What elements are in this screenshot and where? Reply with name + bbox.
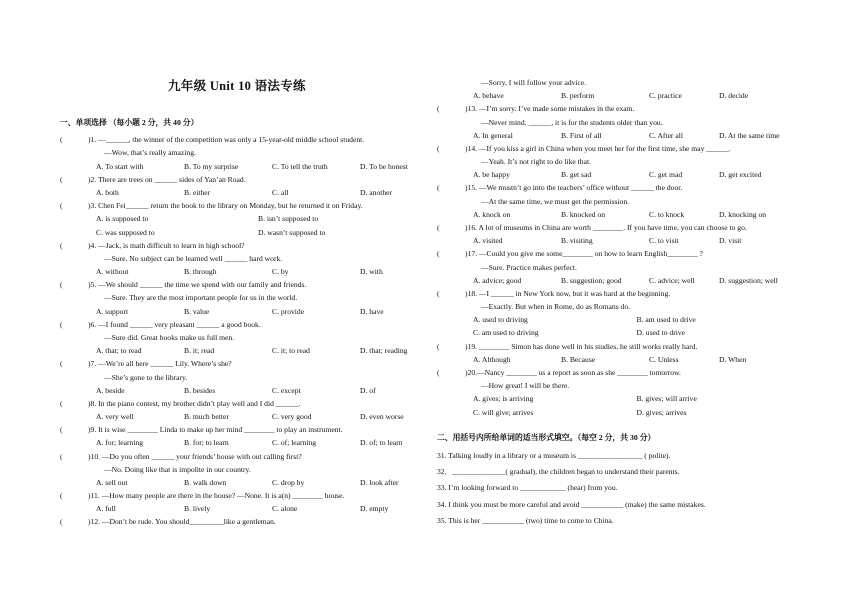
- option-b[interactable]: B. am used to drive: [636, 315, 696, 325]
- option-a[interactable]: A. very well: [96, 412, 134, 422]
- question-text: )15. —We mustn’t go into the teachers’ office without ______ the door.: [465, 183, 683, 193]
- option-row: [437, 326, 800, 339]
- option-d[interactable]: D. wasn’t supposed to: [258, 227, 326, 237]
- question-q13: [437, 102, 800, 142]
- option-b[interactable]: B. walk down: [184, 477, 227, 487]
- section-heading-fill: 二、用括号内所给单词的适当形式填空。（每空 2 分，共 30 分）: [437, 432, 656, 442]
- option-b[interactable]: B. Because: [561, 354, 596, 364]
- option-a[interactable]: A. used to driving: [473, 315, 528, 325]
- option-c[interactable]: C. After all: [649, 130, 683, 140]
- option-b[interactable]: B. To my surprise: [184, 161, 239, 171]
- dialogue-line: —Sure. They are the most important people for us in the world.: [104, 293, 298, 303]
- option-row: [437, 89, 800, 102]
- answer-paren[interactable]: (: [60, 398, 63, 408]
- question-text: )7. —We’re all here ______ Lily. Where’s she?: [88, 359, 232, 369]
- option-row: [437, 129, 800, 142]
- answer-paren[interactable]: (: [437, 249, 440, 259]
- option-d[interactable]: D. visit: [719, 236, 742, 246]
- question-q7: [60, 357, 420, 397]
- option-c[interactable]: C. to visit: [649, 236, 679, 246]
- fill-blank-item: 35. This is her ___________ (two) time to come to China.: [437, 515, 614, 525]
- option-d[interactable]: D. of: [360, 385, 376, 395]
- question-text: )9. It is wise ________ Linda to make up her mind ________ to play an instrument.: [88, 425, 343, 435]
- option-c[interactable]: C. it; to read: [272, 346, 310, 356]
- option-c[interactable]: C. by: [272, 267, 289, 277]
- option-b[interactable]: B. through: [184, 267, 217, 277]
- option-c[interactable]: C. drop by: [272, 477, 305, 487]
- answer-paren[interactable]: (: [60, 135, 63, 145]
- question-text: )12. —Don’t be rude. You should_________like a gentleman.: [88, 517, 276, 527]
- question-q16: [437, 221, 800, 247]
- question-q8: [60, 397, 420, 423]
- fill-blank-item: 34. I think you must be more careful and avoid ___________ (make) the same mistakes.: [437, 499, 706, 509]
- page-title: 九年级 Unit 10 语法专练: [168, 79, 306, 93]
- question-q1: [60, 133, 420, 173]
- option-a[interactable]: A. In general: [473, 130, 513, 140]
- right-column: [437, 76, 800, 529]
- dialogue-line: —Sure did. Great books make us full men.: [104, 333, 235, 342]
- option-b[interactable]: B. value: [184, 306, 210, 316]
- option-d[interactable]: D. even worse: [360, 412, 404, 422]
- answer-paren[interactable]: (: [437, 143, 440, 153]
- answer-paren[interactable]: (: [60, 517, 63, 527]
- question-text: )13. —I’m sorry. I’ve made some mistakes in the exam.: [465, 104, 635, 114]
- option-b[interactable]: B. get sad: [561, 170, 592, 180]
- question-q12b: [437, 76, 800, 102]
- option-a[interactable]: A. is supposed to: [96, 214, 149, 224]
- option-b[interactable]: B. isn’t supposed to: [258, 214, 319, 224]
- option-row: [60, 344, 420, 357]
- option-row: [60, 305, 420, 318]
- dialogue-line: —Wow, that’s really amazing.: [104, 148, 196, 158]
- answer-paren[interactable]: (: [437, 368, 440, 378]
- answer-paren[interactable]: (: [60, 201, 63, 211]
- option-c[interactable]: C. provide: [272, 306, 305, 316]
- option-row: [60, 265, 420, 278]
- option-row: [60, 476, 420, 489]
- question-text: )4. —Jack, is math difficult to learn in high school?: [88, 240, 245, 250]
- option-row: [437, 353, 800, 366]
- option-a[interactable]: A. visited: [473, 236, 503, 246]
- option-d[interactable]: D. knocking on: [719, 209, 767, 219]
- option-c[interactable]: C. except: [272, 385, 301, 395]
- answer-paren[interactable]: (: [60, 451, 63, 461]
- option-a[interactable]: A. that; to read: [96, 346, 142, 356]
- option-d[interactable]: D. look after: [360, 477, 399, 487]
- option-a[interactable]: A. Although: [473, 354, 511, 364]
- answer-paren[interactable]: (: [60, 174, 63, 184]
- option-b[interactable]: B. gives; will arrive: [636, 394, 697, 404]
- option-b[interactable]: B. suggestion; good: [561, 275, 622, 285]
- question-text: )1. —______, the winner of the competition was only a 15-year-old middle school student.: [88, 135, 365, 145]
- option-d[interactable]: D. another: [360, 187, 393, 197]
- question-q11: [60, 489, 420, 515]
- answer-paren[interactable]: (: [437, 222, 440, 232]
- option-row: [437, 208, 800, 221]
- dialogue-line: —Sorry, I will follow your advice.: [481, 78, 587, 87]
- option-row: [437, 313, 800, 326]
- question-text: )19. ________ Simon has done well in his studies, he still works really hard.: [465, 341, 698, 351]
- dialogue-line: —How great! I will be there.: [481, 381, 570, 391]
- option-row: [437, 406, 800, 419]
- question-text: )5. —We should ______ the time we spend with our family and friends.: [88, 280, 307, 290]
- option-row: [437, 234, 800, 247]
- option-b[interactable]: B. visiting: [561, 236, 593, 246]
- option-row: [60, 410, 420, 423]
- option-b[interactable]: B. besides: [184, 385, 216, 395]
- answer-paren[interactable]: (: [60, 425, 63, 435]
- question-q3: [60, 199, 420, 239]
- option-a[interactable]: A. beside: [96, 385, 125, 395]
- option-row: [60, 186, 420, 199]
- question-text: )20.—Nancy ________ us a report as soon as she ________ tomorrow.: [465, 368, 681, 378]
- option-a[interactable]: A. for; learning: [96, 438, 144, 448]
- answer-paren[interactable]: (: [60, 240, 63, 250]
- option-row: [437, 274, 800, 287]
- option-row: [60, 160, 420, 173]
- option-d[interactable]: D. of; to learn: [360, 438, 403, 448]
- option-d[interactable]: D. decide: [719, 91, 749, 101]
- answer-paren[interactable]: (: [437, 341, 440, 351]
- option-a[interactable]: A. without: [96, 267, 129, 277]
- option-c[interactable]: C. Unless: [649, 354, 679, 364]
- question-text: )6. —I found ______ very pleasant ______ a good book.: [88, 319, 261, 329]
- dialogue-line: —Exactly. But when in Rome, do as Romans do.: [481, 302, 631, 312]
- option-a[interactable]: A. gives; is arriving: [473, 394, 534, 404]
- option-c[interactable]: C. get mad: [649, 170, 683, 180]
- question-q5: [60, 278, 420, 318]
- question-q17: [437, 247, 800, 287]
- question-q19: [437, 340, 800, 366]
- option-c[interactable]: C. was supposed to: [96, 227, 155, 237]
- option-a[interactable]: A. be happy: [473, 170, 510, 180]
- option-a[interactable]: A. advice; good: [473, 275, 522, 285]
- dialogue-line: —Sure. Practice makes perfect.: [481, 262, 577, 272]
- answer-paren[interactable]: (: [60, 491, 63, 501]
- question-text: )2. There are trees on ______ sides of Yan’an Road.: [88, 174, 246, 184]
- option-c[interactable]: C. To tell the truth: [272, 161, 328, 171]
- answer-paren[interactable]: (: [60, 319, 63, 329]
- option-b[interactable]: B. much better: [184, 412, 229, 422]
- question-q2: [60, 173, 420, 199]
- option-a[interactable]: A. full: [96, 504, 116, 514]
- option-a[interactable]: A. behave: [473, 91, 504, 101]
- option-a[interactable]: A. sell out: [96, 477, 128, 487]
- option-b[interactable]: B. it; read: [184, 346, 215, 356]
- question-text: )11. —How many people are there in the house? —None. It is a(n) ________ house.: [88, 491, 345, 501]
- question-q9: [60, 423, 420, 449]
- question-text: )3. Chen Fei______ return the book to the library on Monday, but he returned it on Friday.: [88, 201, 363, 211]
- dialogue-line: —Sure. No subject can be learned well ______ hard work.: [104, 253, 283, 263]
- option-d[interactable]: D. suggestion; well: [719, 275, 778, 285]
- option-row: [437, 392, 800, 405]
- option-b[interactable]: B. knocked on: [561, 209, 606, 219]
- option-a[interactable]: A. both: [96, 187, 119, 197]
- dialogue-line: —At the same time, we must get the permission.: [481, 196, 630, 206]
- question-q10: [60, 450, 420, 490]
- option-c[interactable]: C. all: [272, 187, 289, 197]
- option-d[interactable]: D. used to drive: [636, 328, 686, 338]
- left-column: [60, 116, 420, 529]
- answer-paren[interactable]: (: [437, 183, 440, 193]
- answer-paren[interactable]: (: [437, 288, 440, 298]
- option-c[interactable]: C. to knock: [649, 209, 685, 219]
- option-c[interactable]: C. will give; arrives: [473, 407, 534, 417]
- option-d[interactable]: D. To be honest: [360, 161, 408, 171]
- question-q14: [437, 142, 800, 182]
- dialogue-line: —No. Doing like that is impolite in our country.: [104, 464, 251, 474]
- section-heading-choice: 一、单项选择 （每小题 2 分，共 40 分）: [60, 118, 199, 127]
- question-q12: [60, 515, 420, 528]
- question-q20: [437, 366, 800, 419]
- option-a[interactable]: A. To start with: [96, 161, 144, 171]
- option-a[interactable]: A. support: [96, 306, 129, 316]
- fill-blank-item: 32．______________( gradual), the children began to understand their parents.: [437, 467, 680, 477]
- option-d[interactable]: D. that; reading: [360, 346, 408, 356]
- dialogue-line: —Never mind. ______, it is for the students older than you.: [481, 117, 663, 127]
- option-d[interactable]: D. have: [360, 306, 384, 316]
- option-c[interactable]: C. very good: [272, 412, 312, 422]
- option-c[interactable]: C. of; learning: [272, 438, 317, 448]
- option-d[interactable]: D. with: [360, 267, 383, 277]
- question-q6: [60, 318, 420, 358]
- option-d[interactable]: D. When: [719, 354, 747, 364]
- question-q18: [437, 287, 800, 340]
- option-c[interactable]: C. alone: [272, 504, 298, 514]
- option-row: [60, 384, 420, 397]
- question-text: )17. —Could you give me some________ on how to learn English________ ?: [465, 249, 703, 259]
- option-b[interactable]: B. lively: [184, 504, 211, 514]
- question-text: )8. In the piano contest, my brother didn’t play well and I did ______.: [88, 398, 301, 408]
- option-d[interactable]: D. get excited: [719, 170, 762, 180]
- dialogue-line: —She’s gone to the library.: [104, 372, 188, 382]
- fill-blank-item: 31. Talking loudly in a library or a museum is _________________ ( polite).: [437, 451, 671, 461]
- option-d[interactable]: D. gives; arrives: [636, 407, 687, 417]
- option-a[interactable]: A. knock on: [473, 209, 511, 219]
- fill-blank-item: 33. I’m looking forward to ____________ (hear) from you.: [437, 483, 618, 493]
- option-d[interactable]: D. At the same time: [719, 130, 780, 140]
- option-c[interactable]: C. advice; well: [649, 275, 695, 285]
- option-row: [437, 168, 800, 181]
- option-row: [60, 226, 420, 239]
- question-text: )16. A lot of museums in China are worth ________. If you have time, you can choose to go.: [465, 222, 747, 232]
- answer-paren[interactable]: (: [60, 280, 63, 290]
- question-q15: [437, 181, 800, 221]
- option-b[interactable]: B. either: [184, 187, 211, 197]
- option-row: [60, 212, 420, 225]
- option-c[interactable]: C. am used to driving: [473, 328, 539, 338]
- option-row: [60, 502, 420, 515]
- option-row: [60, 436, 420, 449]
- option-b[interactable]: B. perform: [561, 91, 595, 101]
- option-d[interactable]: D. empty: [360, 504, 389, 514]
- option-b[interactable]: B. First of all: [561, 130, 602, 140]
- question-text: )14. —If you kiss a girl in China when you meet her for the first time, she may ______.: [465, 143, 731, 153]
- option-c[interactable]: C. practice: [649, 91, 682, 101]
- question-q4: [60, 239, 420, 279]
- answer-paren[interactable]: (: [437, 104, 440, 114]
- option-b[interactable]: B. for; to learn: [184, 438, 229, 448]
- question-text: )10. —Do you often ______ your friends’ house with out calling first?: [88, 451, 302, 461]
- answer-paren[interactable]: (: [60, 359, 63, 369]
- question-text: )18. —I ______ in New York now, but it was hard at the beginning.: [465, 288, 671, 298]
- dialogue-line: —Yeah. It’s not right to do like that.: [481, 157, 591, 167]
